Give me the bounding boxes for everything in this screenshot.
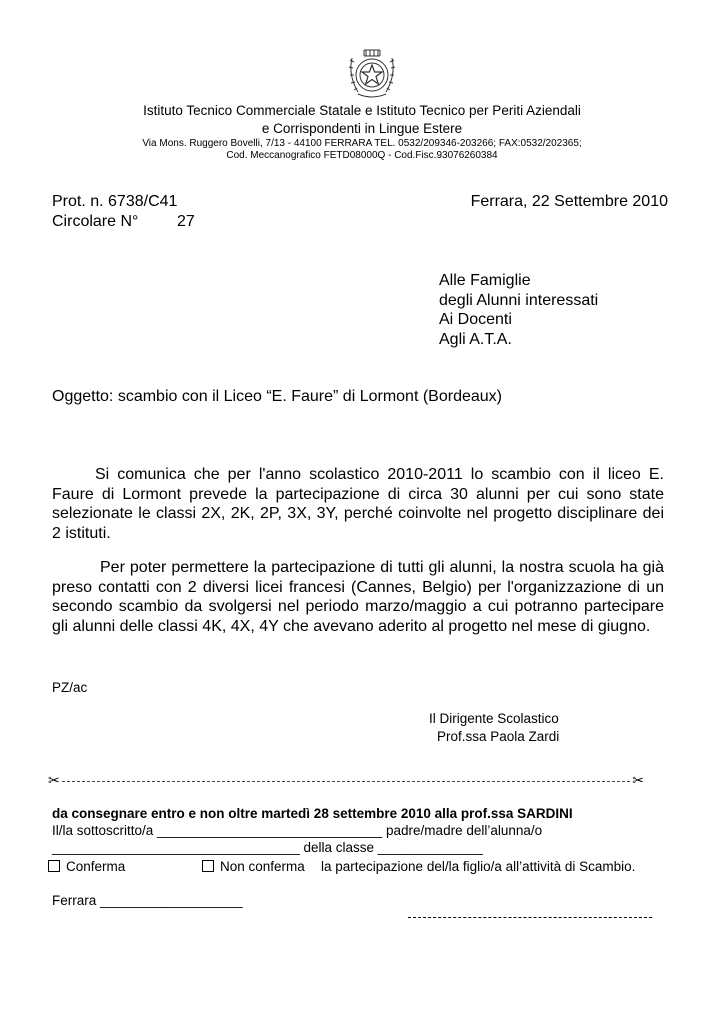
form-line-class: _________________________________ della classe ______________ bbox=[52, 840, 483, 855]
body-text: Per poter permettere la partecipazione di tutti gli alunni, la nostra scuola ha già preso contatti con 2 diversi licei francesi (Cannes, Belgio) per l'organizzazione di un secondo scambio da svolgersi nel periodo marzo/maggio a cui potranno partecipare gli alunni delle classi 4K, 4X, 4Y che avevano aderito al progetto nel mese di giugno. bbox=[52, 559, 664, 635]
recipient-line: Ai Docenti bbox=[439, 311, 512, 328]
initials: PZ/ac bbox=[52, 680, 88, 695]
institute-address: Via Mons. Ruggero Bovelli, 7/13 - 44100 FERRARA TEL. 0532/209346-203266; FAX:0532/202365; bbox=[142, 138, 582, 149]
italian-republic-emblem-icon bbox=[344, 48, 400, 102]
protocol-number: Prot. n. 6738/C41 bbox=[52, 193, 178, 210]
recipient-line: Agli A.T.A. bbox=[439, 330, 512, 348]
confirm-option[interactable] bbox=[48, 859, 125, 874]
checkbox-icon[interactable] bbox=[48, 860, 60, 872]
place-field: Ferrara ___________________ bbox=[52, 893, 243, 908]
form-instruction: da consegnare entro e non oltre martedì 28 settembre 2010 alla prof.ssa SARDINI bbox=[52, 806, 573, 821]
recipient-line: Alle Famiglie bbox=[439, 272, 531, 289]
recipients-block bbox=[439, 271, 598, 349]
scissors-icon: ✂ bbox=[632, 772, 644, 788]
not-confirm-option[interactable] bbox=[202, 859, 305, 874]
participation-text: la partecipazione del/la figlio/a all’attività di Scambio. bbox=[321, 859, 636, 874]
form-line-name: Il/la sottoscritto/a ______________________________ padre/madre dell’alunna/o bbox=[52, 823, 543, 838]
circular-number: 27 bbox=[177, 213, 195, 230]
institute-codes: Cod. Meccanografico FETD08000Q - Cod.Fisc.93076260384 bbox=[226, 150, 498, 161]
not-confirm-label: Non conferma bbox=[220, 859, 305, 874]
cut-line bbox=[48, 770, 644, 790]
body-text: Si comunica che per l'anno scolastico 2010-2011 lo scambio con il liceo E. Faure di Lormont prevede la partecipazione di circa 30 alunni per cui sono state selezionate le classi 2X, 2K, 2P, 3X, 3Y, perché coinvolte nel progetto disciplinare dei 2 istituti. bbox=[52, 466, 664, 542]
signature-dashed-line bbox=[408, 917, 652, 918]
signature-role: Il Dirigente Scolastico bbox=[429, 711, 559, 726]
signature-name: Prof.ssa Paola Zardi bbox=[437, 729, 560, 744]
recipient-line: degli Alunni interessati bbox=[439, 291, 599, 309]
body-paragraph-2 bbox=[52, 558, 664, 636]
scissors-icon: ✂ bbox=[48, 772, 60, 788]
checkbox-icon[interactable] bbox=[202, 860, 214, 872]
subject-line: Oggetto: scambio con il Liceo “E. Faure” di Lormont (Bordeaux) bbox=[52, 388, 502, 405]
cut-dashes bbox=[62, 781, 630, 782]
institute-name: Istituto Tecnico Commerciale Statale e Istituto Tecnico per Periti Aziendali bbox=[143, 103, 581, 118]
circular-label: Circolare N° bbox=[52, 213, 139, 230]
institute-subtitle: e Corrispondenti in Lingue Estere bbox=[261, 121, 463, 136]
body-paragraph-1 bbox=[52, 465, 664, 543]
letter-date: Ferrara, 22 Settembre 2010 bbox=[470, 193, 668, 210]
confirm-label: Conferma bbox=[66, 859, 126, 874]
